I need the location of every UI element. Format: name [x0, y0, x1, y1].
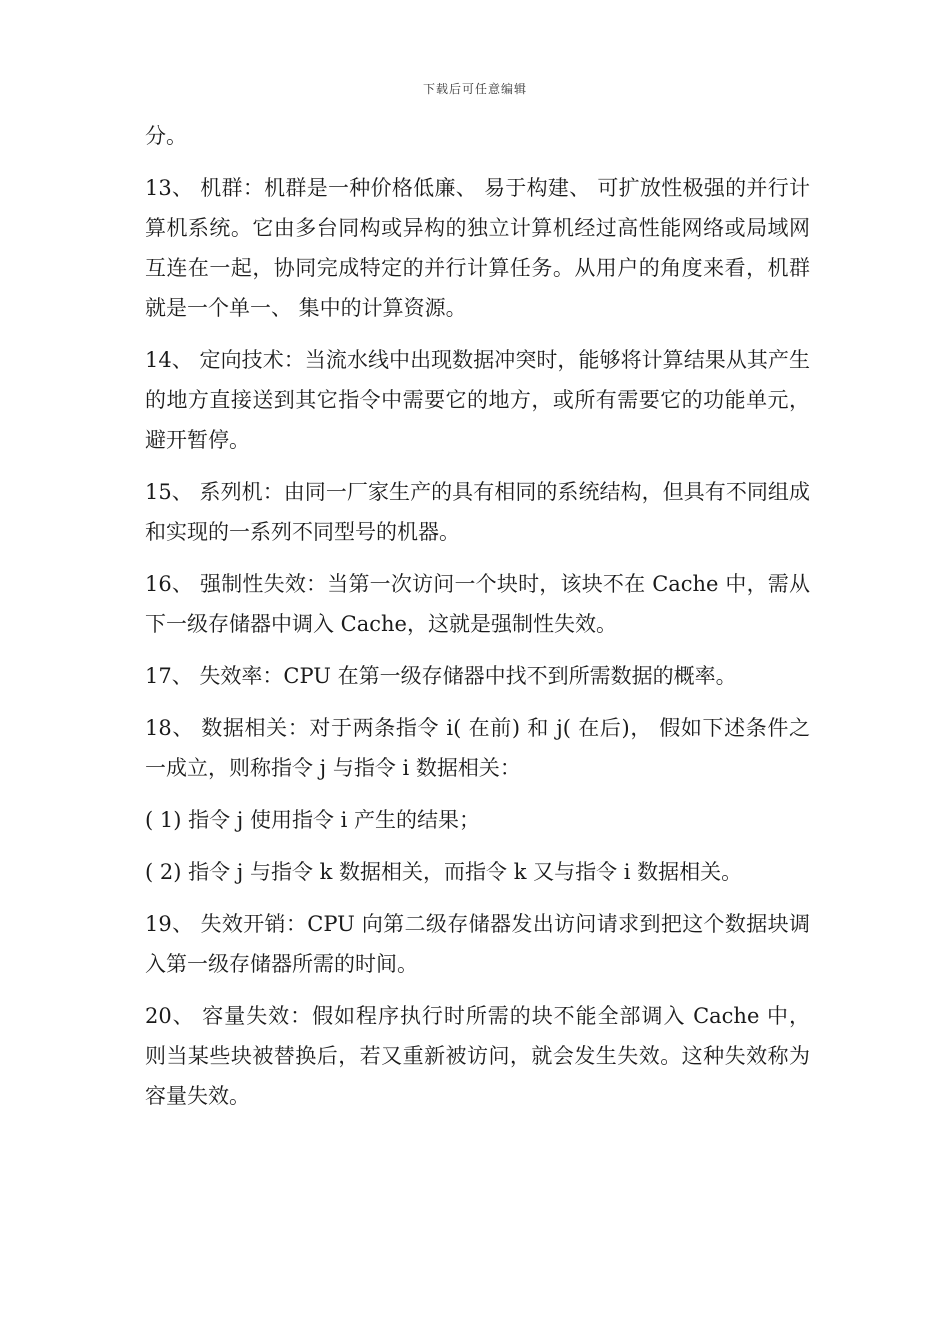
condition-2: ( 2) 指令 j 与指令 k 数据相关，而指令 k 又与指令 i 数据相关。	[145, 860, 743, 884]
definition-17-miss-rate: 17、 失效率：CPU 在第一级存储器中找不到所需数据的概率。	[145, 664, 737, 688]
definition-14-forwarding: 14、 定向技术：当流水线中出现数据冲突时，能够将计算结果从其产生的地方直接送到其它指令中需要它的地方，或所有需要它的功能单元，避开暂停。	[145, 348, 810, 452]
definition-19-miss-penalty: 19、 失效开销：CPU 向第二级存储器发出访问请求到把这个数据块调入第一级存储器所需的时间。	[145, 912, 810, 976]
definition-18-data-dependence: 18、 数据相关：对于两条指令 i( 在前) 和 j( 在后)， 假如下述条件之一成立，则称指令 j 与指令 i 数据相关：	[145, 716, 810, 780]
page-header: 下载后可任意编辑	[422, 82, 527, 96]
paragraph-continuation: 分。	[145, 124, 187, 148]
condition-1: ( 1) 指令 j 使用指令 i 产生的结果；	[145, 808, 481, 832]
definition-16-compulsory-miss: 16、 强制性失效：当第一次访问一个块时，该块不在 Cache 中，需从下一级存储器中调入 Cache，这就是强制性失效。	[145, 572, 810, 636]
definition-20-capacity-miss: 20、 容量失效：假如程序执行时所需的块不能全部调入 Cache 中， 则当某些块被替换后，若又重新被访问，就会发生失效。这种失效称为容量失效。	[145, 1004, 810, 1108]
definition-13-cluster: 13、 机群：机群是一种价格低廉、 易于构建、 可扩放性极强的并行计算机系统。它由多台同构或异构的独立计算机经过高性能网络或局域网互连在一起，协同完成特定的并行计算任务。从用户的角度来看，机群就是一个单一、 集中的计算资源。	[145, 176, 810, 320]
definition-15-family-machine: 15、 系列机：由同一厂家生产的具有相同的系统结构，但具有不同组成和实现的一系列不同型号的机器。	[145, 480, 810, 544]
document-body	[145, 116, 810, 1128]
